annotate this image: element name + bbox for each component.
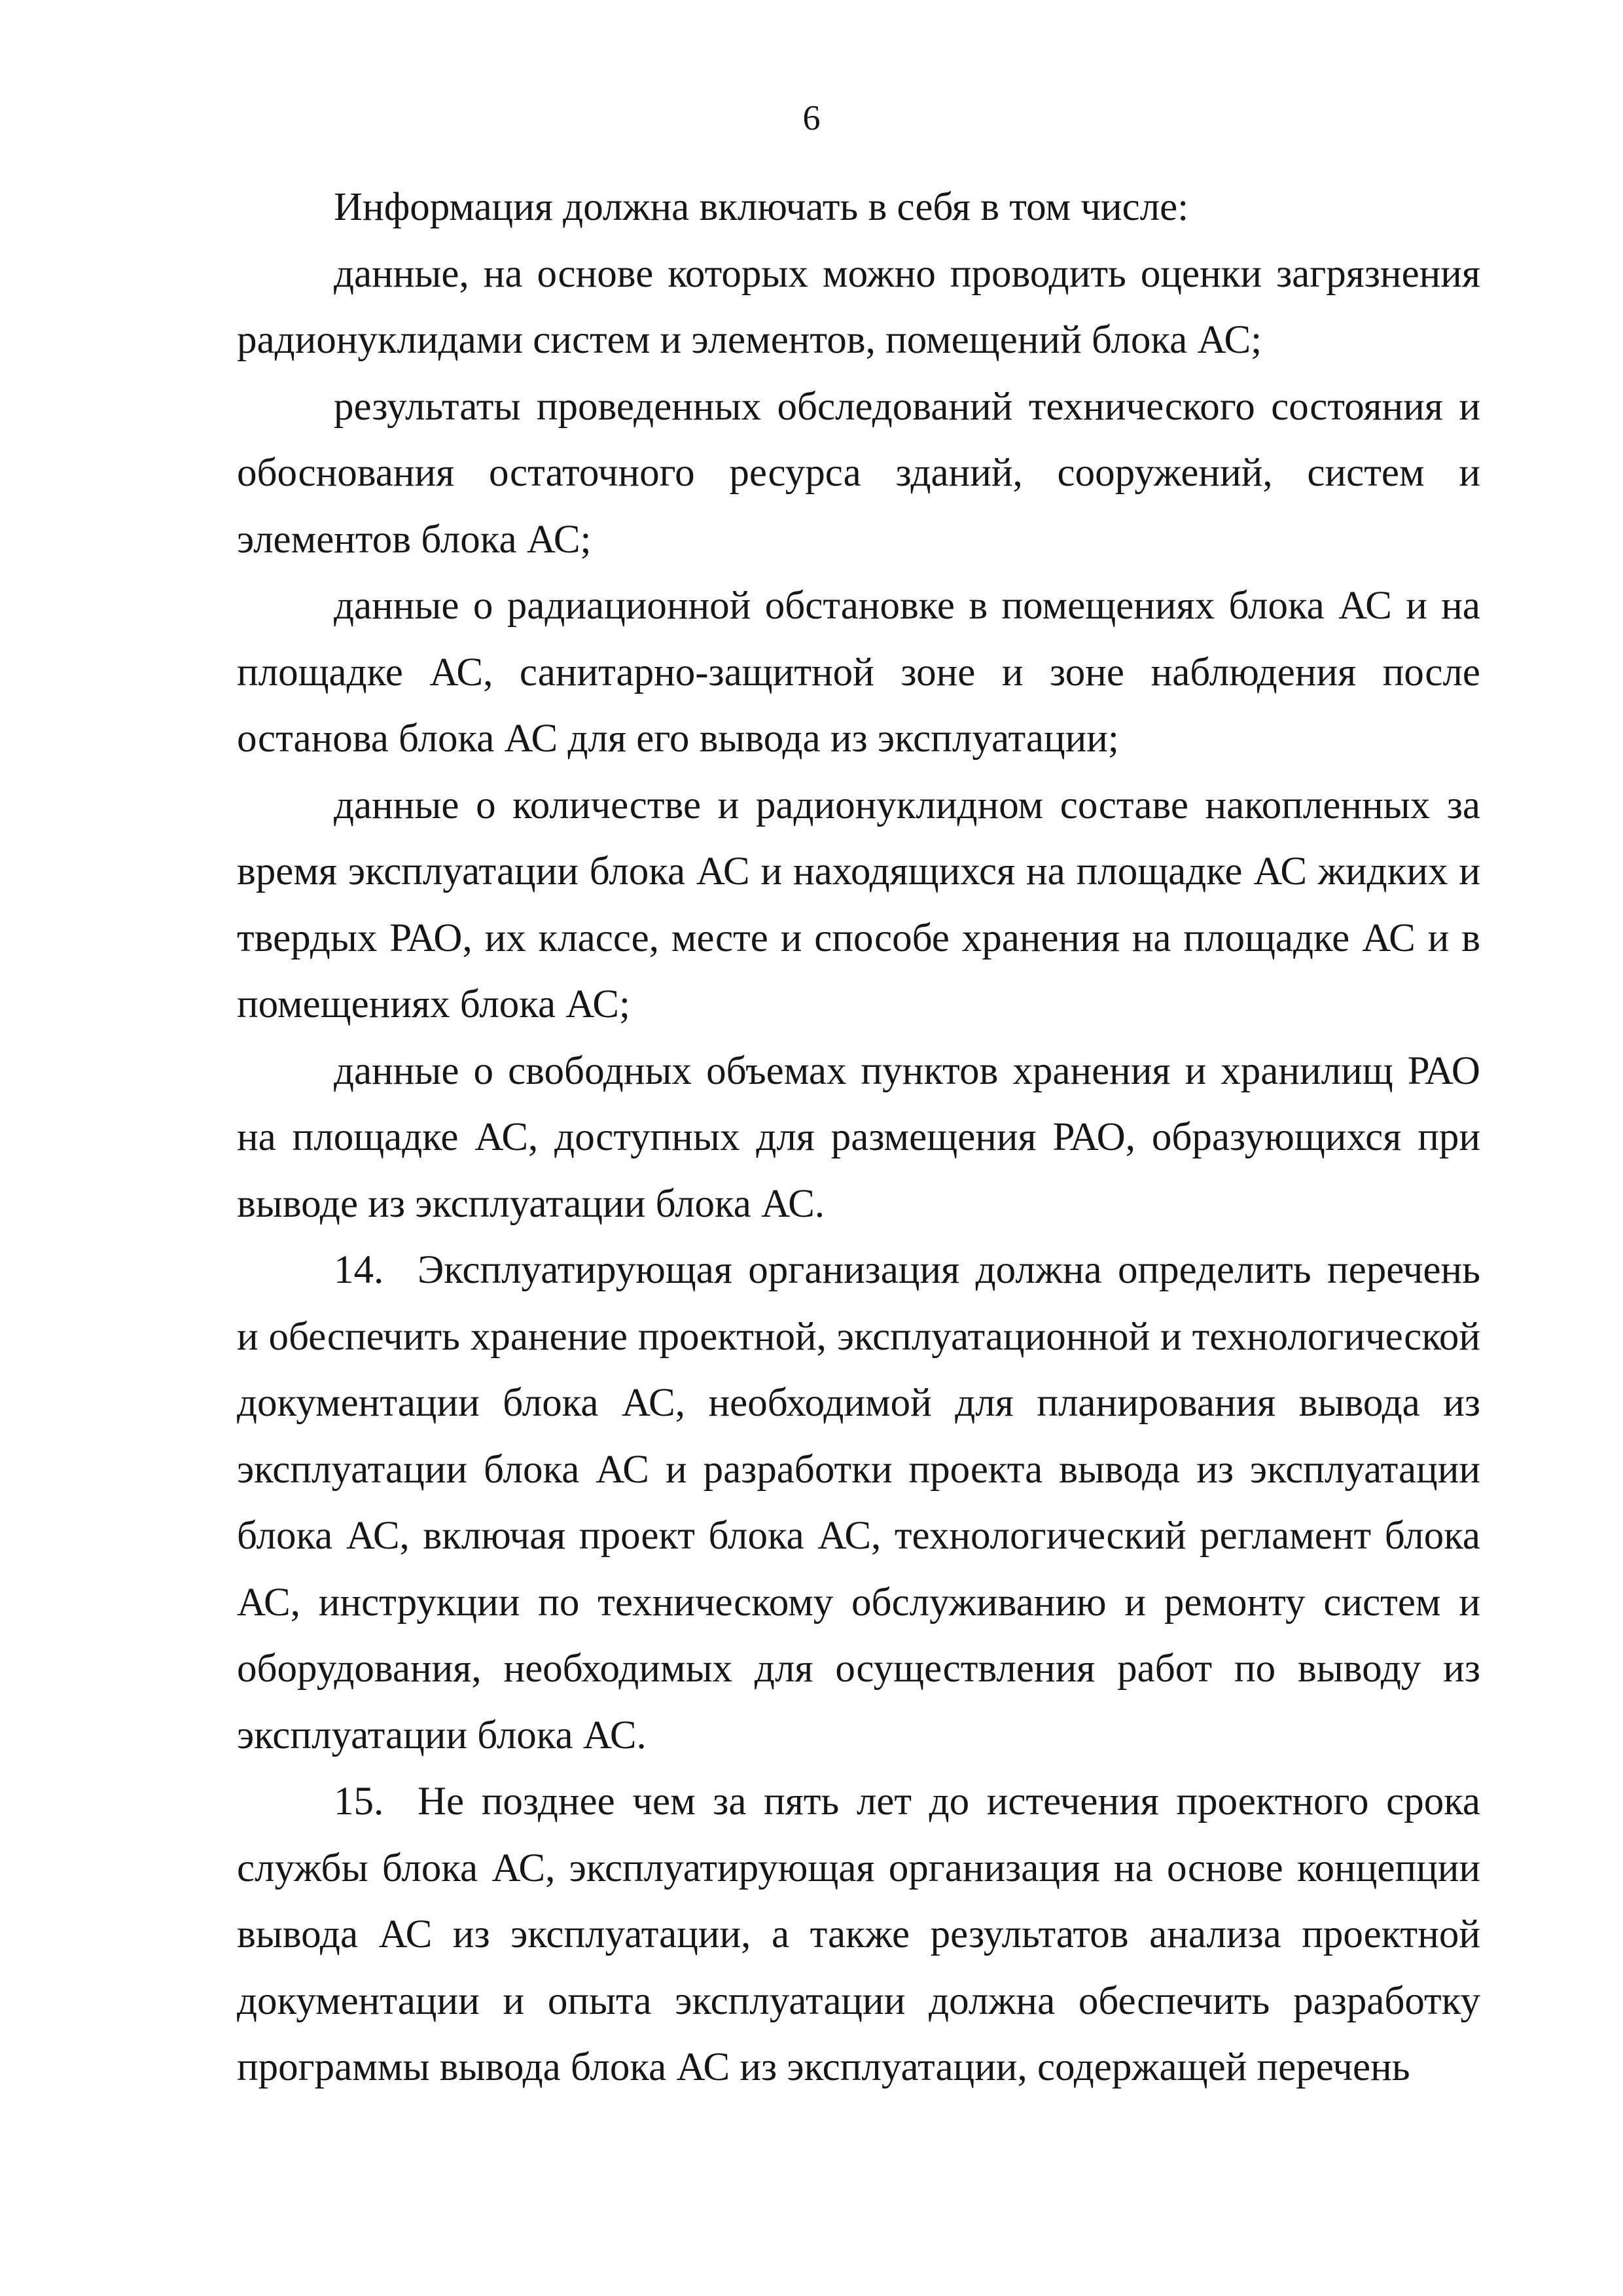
paragraph-text: данные, на основе которых можно проводить оценки загрязнения радионуклидами систем и элементов, помещений блока АС; [237, 251, 1480, 362]
clause-number: 14. [334, 1248, 384, 1292]
paragraph-text: Информация должна включать в себя в том числе: [334, 185, 1189, 229]
paragraph-text: данные о количестве и радионуклидном составе накопленных за время эксплуатации блока АС и находящихся на площадке АС жидких и твердых РАО, их классе, месте и способе хранения на площадке АС и в помещениях блока АС; [237, 783, 1480, 1026]
paragraph-text: данные о свободных объемах пунктов хранения и хранилищ РАО на площадке АС, доступных для размещения РАО, образующихся при выводе из эксплуатации блока АС. [237, 1049, 1480, 1226]
clause-15 [237, 1768, 1480, 2101]
clause-text: Не позднее чем за пять лет до истечения проектного срока службы блока АС, эксплуатирующая организация на основе концепции вывода АС из эксплуатации, а также результатов анализа проектной документации и опыта эксплуатации должна обеспечить разработку программы вывода блока АС из эксплуатации, содержащей перечень [237, 1780, 1480, 2089]
paragraph-intro [237, 174, 1480, 241]
clause-text: Эксплуатирующая организация должна определить перечень и обеспечить хранение проектной, эксплуатационной и технологической документации блока АС, необходимой для планирования вывода из эксплуатации блока АС и разработки проекта вывода из эксплуатации блока АС, включая проект блока АС, технологический регламент блока АС, инструкции по техническому обслуживанию и ремонту систем и оборудования, необходимых для осуществления работ по выводу из эксплуатации блока АС. [237, 1248, 1480, 1757]
page-number: 6 [802, 98, 821, 137]
document-body [237, 174, 1480, 2101]
clause-number: 15. [334, 1780, 384, 1823]
paragraph-radiation-situation [237, 573, 1480, 772]
paragraph-contamination-data [237, 241, 1480, 374]
paragraph-storage-volumes [237, 1038, 1480, 1238]
paragraph-inspection-results [237, 374, 1480, 573]
clause-14 [237, 1237, 1480, 1768]
paragraph-text: данные о радиационной обстановке в помещениях блока АС и на площадке АС, санитарно-защитной зоне и зоне наблюдения после останова блока АС для его вывода из эксплуатации; [237, 584, 1480, 761]
paragraph-radwaste-quantity [237, 772, 1480, 1038]
paragraph-text: результаты проведенных обследований технического состояния и обоснования остаточного ресурса зданий, сооружений, систем и элементов блока АС; [237, 384, 1480, 562]
